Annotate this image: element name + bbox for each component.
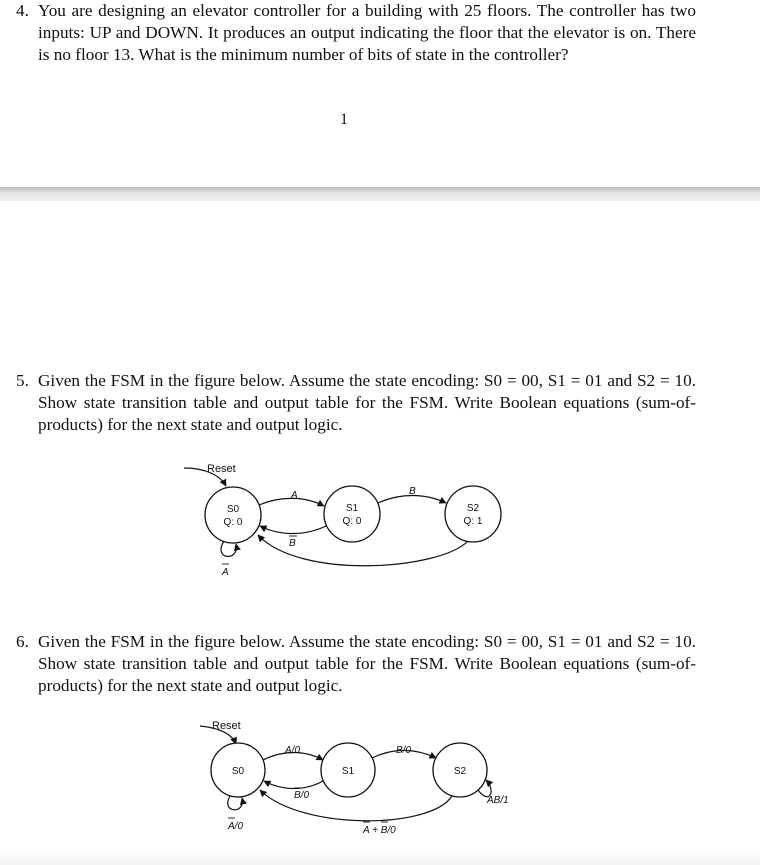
transition-label-a: A [291, 490, 298, 501]
self-loop-s0 [228, 796, 243, 810]
self-loop-label-ab1: AB/1 [487, 795, 509, 806]
self-loop-label-abar: A [222, 567, 229, 578]
page-number: 1 [340, 111, 348, 128]
transition-label-b0: B/0 [396, 745, 412, 756]
state-s1-name: S1 [345, 503, 359, 514]
question-number: 5. [16, 371, 29, 390]
self-loop-label-abar0: A/0 [228, 821, 244, 832]
reset-label: Reset [207, 463, 236, 475]
state-s2-output: Q: 1 [463, 516, 483, 527]
transition-s1-s0 [264, 781, 323, 789]
question-number: 4. [16, 1, 29, 20]
transition-label-bbar: B [289, 538, 296, 549]
transition-label-back: A + B/0 [363, 825, 396, 836]
state-s1-name: S1 [341, 766, 355, 777]
question-text: Given the FSM in the figure below. Assume the state encoding: S0 = 00, S1 = 01 and S2 = 10. Show state transition table and output table for the FSM. Write Boolean equations (sum-of-products) for the next state and output logic. [38, 632, 696, 695]
state-s1-output: Q: 0 [342, 516, 362, 527]
question-number: 6. [16, 632, 29, 651]
transition-label-b: B [409, 486, 416, 497]
page-bottom-shadow [0, 853, 760, 865]
reset-label: Reset [212, 720, 241, 732]
state-s0-name: S0 [231, 766, 245, 777]
transition-label-b0-back: B/0 [294, 790, 310, 801]
question-text: You are designing an elevator controller for a building with 25 floors. The controller has two inputs: UP and DOWN. It produces an output indicating the floor that the elevator is on. There is no floor 13. What is the minimum number of bits of state in the controller? [38, 1, 696, 64]
question-text: Given the FSM in the figure below. Assume the state encoding: S0 = 00, S1 = 01 and S2 = 10. Show state transition table and output table for the FSM. Write Boolean equations (sum-of-products) for the next state and output logic. [38, 371, 696, 434]
transition-label-a0: A/0 [285, 745, 301, 756]
state-s2-name: S2 [466, 503, 480, 514]
state-s2-name: S2 [453, 766, 467, 777]
state-s0-output: Q: 0 [223, 517, 243, 528]
state-s0-name: S0 [226, 504, 240, 515]
